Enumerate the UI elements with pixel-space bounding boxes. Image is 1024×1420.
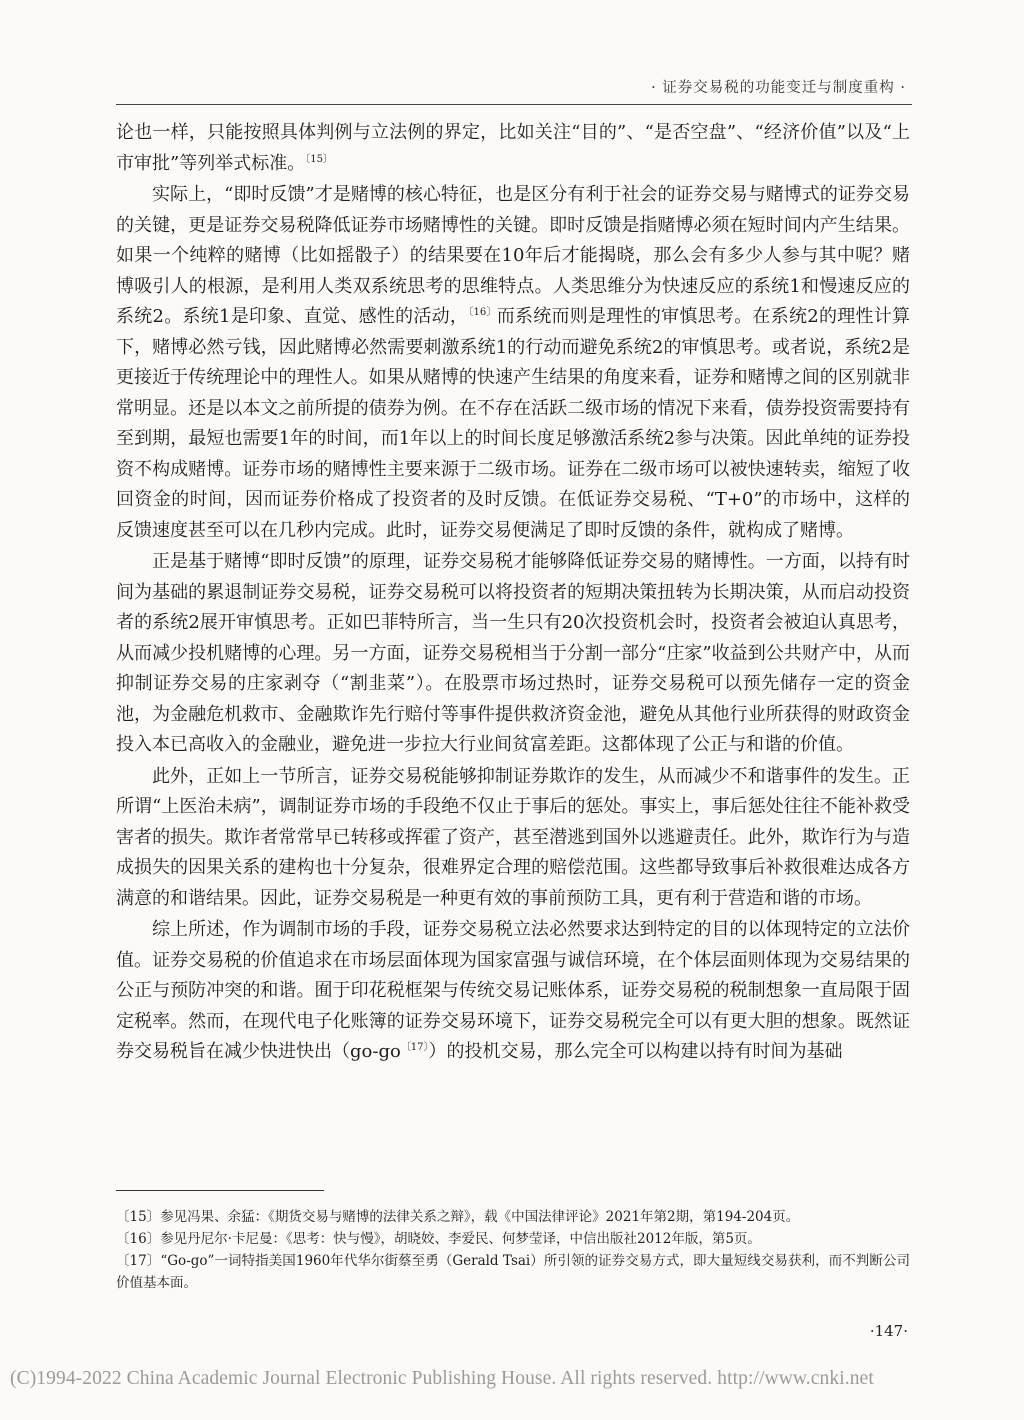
- paragraph-2: [116, 180, 910, 546]
- footnote-17: [116, 1250, 910, 1294]
- paragraph-text: 实际上，“即时反馈”才是赌博的核心特征，也是区分有利于社会的证券交易与赌博式的证券交易的关键，更是证券交易税降低证券市场赌博性的关键。即时反馈是指赌博必须在短时间内产生结果。如果一个纯粹的赌博（比如摇骰子）的结果要在10年后才能揭晓，那么会有多少人参与其中呢？赌博吸引人的根源，是利用人类双系统思考的思维特点。人类思维分为快速反应的系统1和慢速反应的系统2。系统1是印象、直觉、感性的活动，: [116, 184, 910, 327]
- paragraph-text: ）的投机交易，那么完全可以构建以持有时间为基础: [428, 1041, 843, 1062]
- paragraph-3: 正是基于赌博“即时反馈”的原理，证券交易税才能够降低证券交易的赌博性。一方面，以持有时间为基础的累退制证券交易税，证券交易税可以将投资者的短期决策扭转为长期决策，从而启动投资者的系统2展开审慎思考。正如巴菲特所言，当一生只有20次投资机会时，投资者会被迫认真思考，从而减少投机赌博的心理。另一方面，证券交易税相当于分割一部分“庄家”收益到公共财产中，从而抑制证券交易的庄家剥夺（“割韭菜”）。在股票市场过热时，证券交易税可以预先储存一定的资金池，为金融危机救市、金融欺诈先行赔付等事件提供救济资金池，避免从其他行业所获得的财政资金投入本已高收入的金融业，避免进一步拉大行业间贫富差距。这都体现了公正与和谐的价值。: [116, 551, 910, 755]
- header-rule: [116, 104, 912, 105]
- footnote-rule: [116, 1190, 324, 1191]
- footnote-ref-15[interactable]: 〔15〕: [305, 153, 333, 165]
- paragraph-text: 而系统而则是理性的审慎思考。在系统2的理性计算下，赌博必然亏钱，因此赌博必然需要刺激系统1的行动而避免系统2的审慎思考。或者说，系统2是更接近于传统理论中的理性人。如果从赌博的快速产生结果的角度来看，证券和赌博之间的区别就非常明显。还是以本文之前所提的债券为例。在不存在活跃二级市场的情况下来看，债券投资需要持有至到期，最短也需要1年的时间，而1年以上的时间长度足够激活系统2参与决策。因此单纯的证券投资不构成赌博。证券市场的赌博性主要来源于二级市场。证券在二级市场可以被快速转卖，缩短了收回资金的时间，因而证券价格成了投资者的及时反馈。在低证券交易税、“T+0”的市场中，这样的反馈速度甚至可以在几秒内完成。此时，证券交易便满足了即时反馈的条件，就构成了赌博。: [116, 306, 911, 541]
- footnote-mark: 〔15〕: [116, 1209, 161, 1225]
- footnote-mark: 〔16〕: [116, 1231, 161, 1247]
- footnote-ref-17[interactable]: 〔17〕: [400, 1042, 429, 1053]
- paragraph-5: [116, 915, 910, 1068]
- page-number: ·147·: [869, 1322, 908, 1340]
- footnote-text: “Go-go”一词特指美国1960年代华尔街蔡至勇（Gerald Tsai）所引领的证券交易方式，即大量短线交易获利，而不判断公司价值基本面。: [116, 1253, 910, 1291]
- paragraph-text: 综上所述，作为调制市场的手段，证券交易税立法必然要求达到特定的目的以体现特定的立法价值。证券交易税的价值追求在市场层面体现为国家富强与诚信环境，在个体层面则体现为交易结果的公正与预防冲突的和谐。囿于印花税框架与传统交易记账体系，证券交易税的税制想象一直局限于固定税率。然而，在现代电子化账簿的证券交易环境下，证券交易税完全可以有更大胆的想象。既然证券交易税旨在减少快进快出（go-go: [116, 919, 910, 1062]
- footnote-ref-16[interactable]: 〔16〕: [468, 307, 497, 318]
- paragraph-1: [116, 118, 910, 179]
- article-body: [116, 118, 910, 1068]
- footnote-text: 参见丹尼尔·卡尼曼：《思考：快与慢》，胡晓姣、李爱民、何梦莹译，中信出版社2012年版，第5页。: [160, 1231, 761, 1247]
- running-header: · 证券交易税的功能变迁与制度重构 ·: [651, 80, 906, 96]
- footnote-15: [116, 1206, 910, 1228]
- footnote-16: [116, 1228, 910, 1250]
- footnotes: [116, 1206, 910, 1294]
- paragraph-text: 论也一样，只能按照具体判例与立法例的界定，比如关注“目的”、“是否空盘”、“经济价值”以及“上市审批”等列举式标准。: [116, 122, 910, 174]
- footnote-mark: 〔17〕: [116, 1253, 161, 1269]
- copyright-watermark: (C)1994-2022 China Academic Journal Electronic Publishing House. All rights reserved. http://www.cnki.net: [10, 1368, 874, 1389]
- footnote-text: 参见冯果、余猛：《期货交易与赌博的法律关系之辩》，载《中国法律评论》2021年第2期，第194-204页。: [160, 1209, 800, 1225]
- paragraph-4: 此外，正如上一节所言，证券交易税能够抑制证券欺诈的发生，从而减少不和谐事件的发生。正所谓“上医治未病”，调制证券市场的手段绝不仅止于事后的惩处。事实上，事后惩处往往不能补救受害者的损失。欺诈者常常早已转移或挥霍了资产，甚至潜逃到国外以逃避责任。此外，欺诈行为与造成损失的因果关系的建构也十分复杂，很难界定合理的赔偿范围。这些都导致事后补救很难达成各方满意的和谐结果。因此，证券交易税是一种更有效的事前预防工具，更有利于营造和谐的市场。: [116, 765, 910, 909]
